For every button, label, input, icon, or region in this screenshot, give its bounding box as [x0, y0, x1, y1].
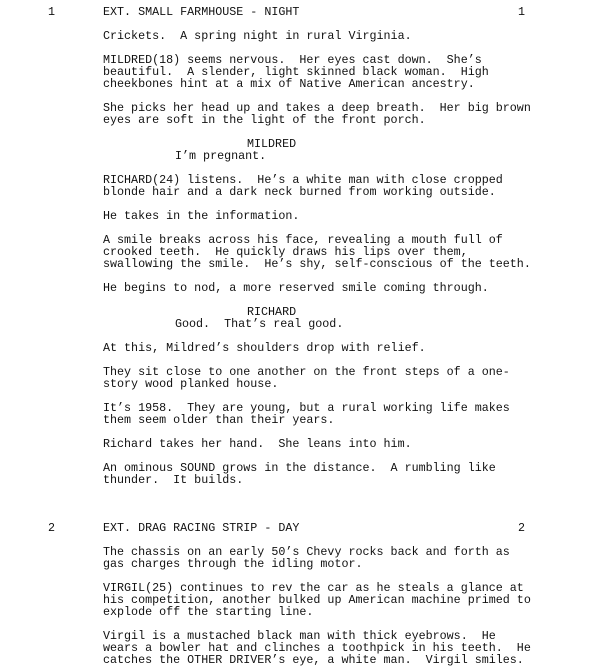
action-line: He takes in the information. — [103, 209, 300, 223]
action-line: He begins to nod, a more reserved smile coming through. — [103, 281, 489, 295]
action-line: catches the OTHER DRIVER’s eye, a white man. Virgil smiles. — [103, 653, 524, 667]
action-line: beautiful. A slender, light skinned black woman. High — [103, 65, 489, 79]
scene-number-left: 1 — [48, 5, 56, 19]
action-line: At this, Mildred’s shoulders drop with relief. — [103, 341, 426, 355]
action-line: Richard takes her hand. She leans into him. — [103, 437, 412, 451]
action-line: They sit close to one another on the front steps of a one- — [103, 365, 510, 379]
action-line: his competition, another bulked up American machine primed to — [103, 593, 531, 607]
dialogue-line: I’m pregnant. — [175, 149, 267, 163]
action-line: explode off the starting line. — [103, 605, 314, 619]
character-cue: MILDRED — [247, 137, 297, 151]
action-line: eyes are soft in the light of the front porch. — [103, 113, 426, 127]
scene-number-right: 2 — [518, 521, 526, 535]
character-cue: RICHARD — [247, 305, 297, 319]
action-line: cheekbones hint at a mix of Native American ancestry. — [103, 77, 475, 91]
action-line: An ominous SOUND grows in the distance. A rumbling like — [103, 461, 496, 475]
action-line: gas charges through the idling motor. — [103, 557, 363, 571]
action-line: MILDRED(18) seems nervous. Her eyes cast down. She’s — [103, 53, 482, 67]
action-line: blonde hair and a dark neck burned from working outside. — [103, 185, 496, 199]
scene-heading: EXT. SMALL FARMHOUSE - NIGHT — [103, 5, 300, 19]
action-line: The chassis on an early 50’s Chevy rocks back and forth as — [103, 545, 510, 559]
action-line: swallowing the smile. He’s shy, self-conscious of the teeth. — [103, 257, 531, 271]
action-line: thunder. It builds. — [103, 473, 244, 487]
dialogue-line: Good. That’s real good. — [175, 317, 344, 331]
action-line: RICHARD(24) listens. He’s a white man with close cropped — [103, 173, 503, 187]
action-line: VIRGIL(25) continues to rev the car as he steals a glance at — [103, 581, 524, 595]
action-line: Crickets. A spring night in rural Virginia. — [103, 29, 412, 43]
scene-heading: EXT. DRAG RACING STRIP - DAY — [103, 521, 300, 535]
action-line: crooked teeth. He quickly draws his lips over them, — [103, 245, 468, 259]
scene-number-left: 2 — [48, 521, 56, 535]
scene-number-right: 1 — [518, 5, 526, 19]
action-line: Virgil is a mustached black man with thick eyebrows. He — [103, 629, 496, 643]
action-line: She picks her head up and takes a deep breath. Her big brown — [103, 101, 531, 115]
action-line: them seem older than their years. — [103, 413, 335, 427]
action-line: A smile breaks across his face, revealing a mouth full of — [103, 233, 503, 247]
action-line: It’s 1958. They are young, but a rural working life makes — [103, 401, 510, 415]
action-line: wears a bowler hat and clinches a toothpick in his teeth. He — [103, 641, 531, 655]
action-line: story wood planked house. — [103, 377, 279, 391]
